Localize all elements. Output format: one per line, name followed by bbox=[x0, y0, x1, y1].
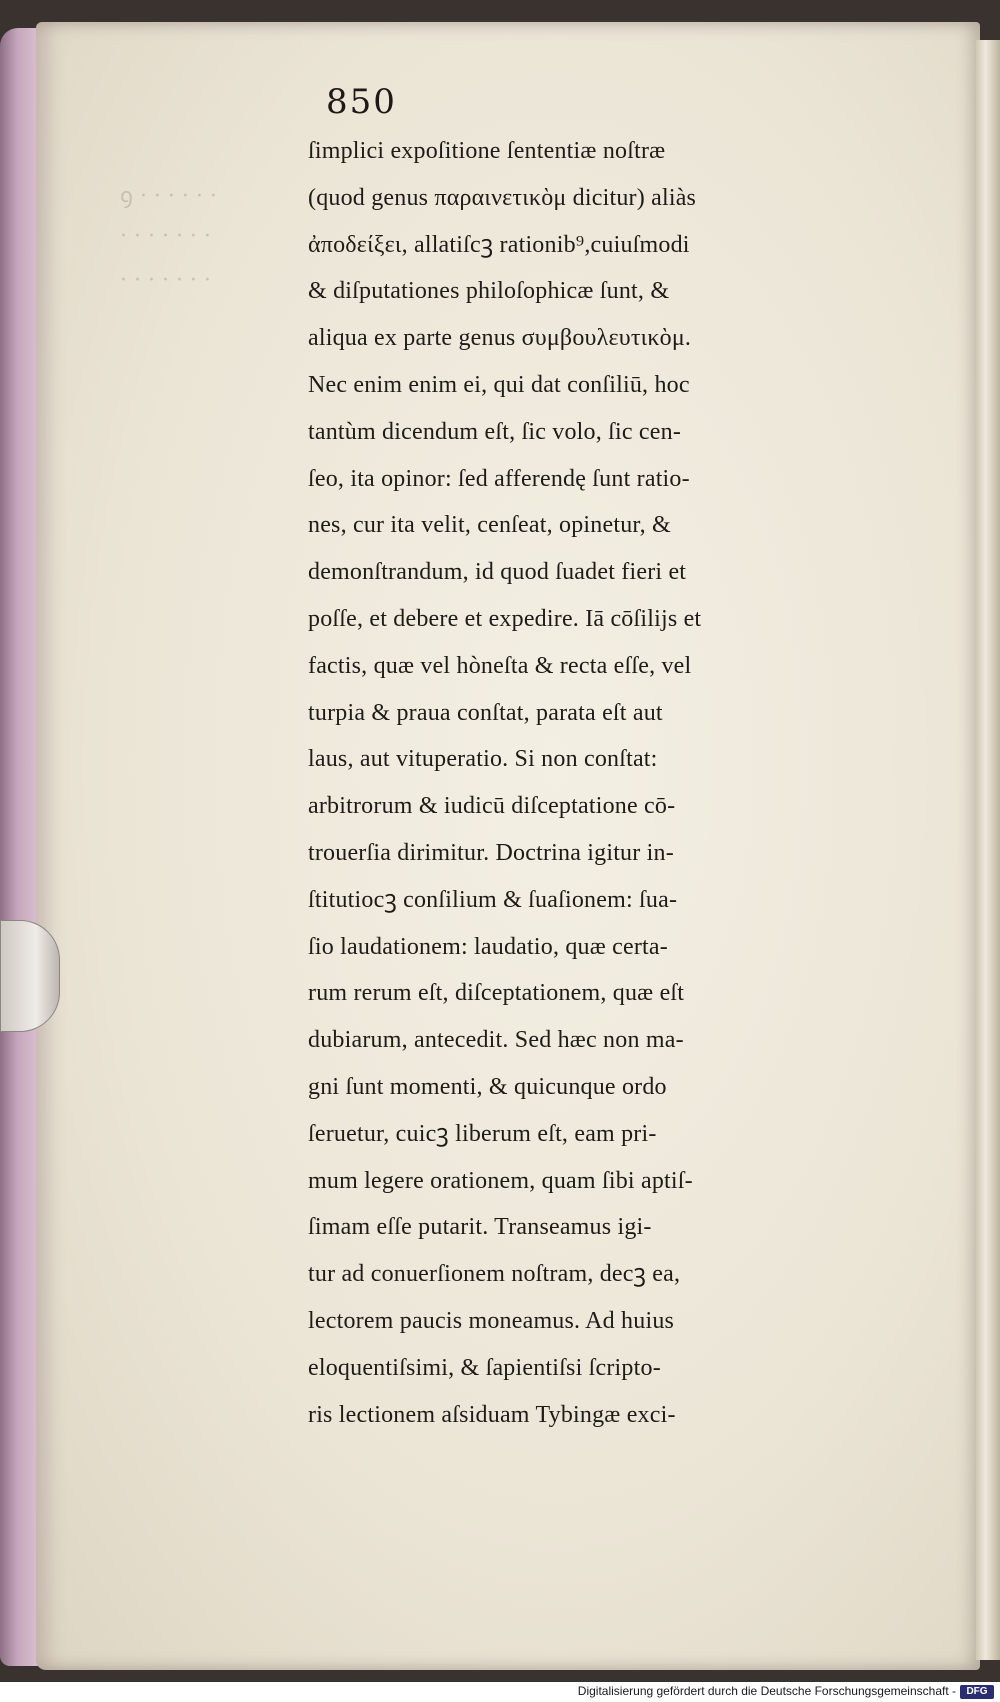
show-through-text: ꝯ · · · · · · bbox=[120, 184, 217, 209]
book-clasp bbox=[0, 920, 60, 1032]
text-line: demonſtrandum, id quod ſuadet fieri et bbox=[308, 559, 687, 586]
text-line: ſeo, ita opinor: ſed afferendę ſunt ratio- bbox=[308, 465, 690, 492]
show-through-text: · · · · · · · bbox=[120, 268, 211, 293]
text-line: (quod genus παραινετικὸμ dicitur) aliàs bbox=[308, 184, 697, 211]
text-line: Nec enim enim ei, qui dat conſiliū, hoc bbox=[308, 371, 690, 398]
text-line: & diſputationes philoſophicæ ſunt, & bbox=[308, 278, 670, 305]
text-line: ſimplici expoſitione ſententiæ noſtræ bbox=[308, 138, 666, 164]
digitization-footer bbox=[0, 1682, 1000, 1702]
text-line: turpia & praua conſtat, parata eſt aut bbox=[308, 699, 663, 726]
page-number: 850 bbox=[326, 82, 397, 122]
text-line: dubiarum, antecedit. Sed hæc non ma- bbox=[308, 1027, 684, 1054]
text-line: factis, quæ vel hòneſta & recta eſſe, vel bbox=[308, 652, 692, 679]
text-line: mum legere orationem, quam ſibi aptiſ- bbox=[308, 1167, 693, 1194]
text-line: ἀποδείξει, allatiſcꝫ rationib⁹,cuiuſmodi bbox=[308, 231, 690, 258]
text-line: trouerſia dirimitur. Doctrina igitur in- bbox=[308, 839, 674, 866]
text-line: ſtitutiocꝫ conſilium & ſuaſionem: ſua- bbox=[308, 886, 678, 913]
text-line: aliqua ex parte genus συμβουλευτικὸμ. bbox=[308, 325, 692, 352]
funding-credit: Digitalisierung gefördert durch die Deutsche Forschungsgemeinschaft - bbox=[577, 1684, 956, 1698]
text-line: tur ad conuerſionem noſtram, decꝫ ea, bbox=[308, 1261, 681, 1288]
text-line: ſeruetur, cuicꝫ liberum eſt, eam pri- bbox=[308, 1120, 657, 1147]
text-line: rum rerum eſt, diſceptationem, quæ eſt bbox=[308, 980, 685, 1007]
text-line: ris lectionem aſsiduam Tybingæ exci- bbox=[308, 1401, 676, 1428]
text-line: poſſe, et debere et expedire. Iā cōſilijs et bbox=[308, 605, 702, 632]
text-line: eloquentiſsimi, & ſapientiſsi ſcripto- bbox=[308, 1354, 661, 1381]
text-line: lectorem paucis moneamus. Ad huius bbox=[308, 1307, 675, 1334]
show-through-text: · · · · · · · bbox=[120, 224, 211, 249]
text-line: ſio laudationem: laudatio, quæ certa- bbox=[308, 933, 668, 960]
body-text bbox=[308, 128, 988, 1438]
dfg-logo: DFG bbox=[960, 1685, 994, 1699]
text-line: arbitrorum & iudicū diſceptatione cō- bbox=[308, 793, 676, 820]
text-line: ſimam eſſe putarit. Transeamus igi- bbox=[308, 1214, 652, 1241]
text-line: nes, cur ita velit, cenſeat, opinetur, & bbox=[308, 512, 671, 539]
text-line: laus, aut vituperatio. Si non conſtat: bbox=[308, 746, 658, 773]
text-line: tantùm dicendum eſt, ſic volo, ſic cen- bbox=[308, 418, 682, 445]
text-line: gni ſunt momenti, & quicunque ordo bbox=[308, 1073, 667, 1100]
